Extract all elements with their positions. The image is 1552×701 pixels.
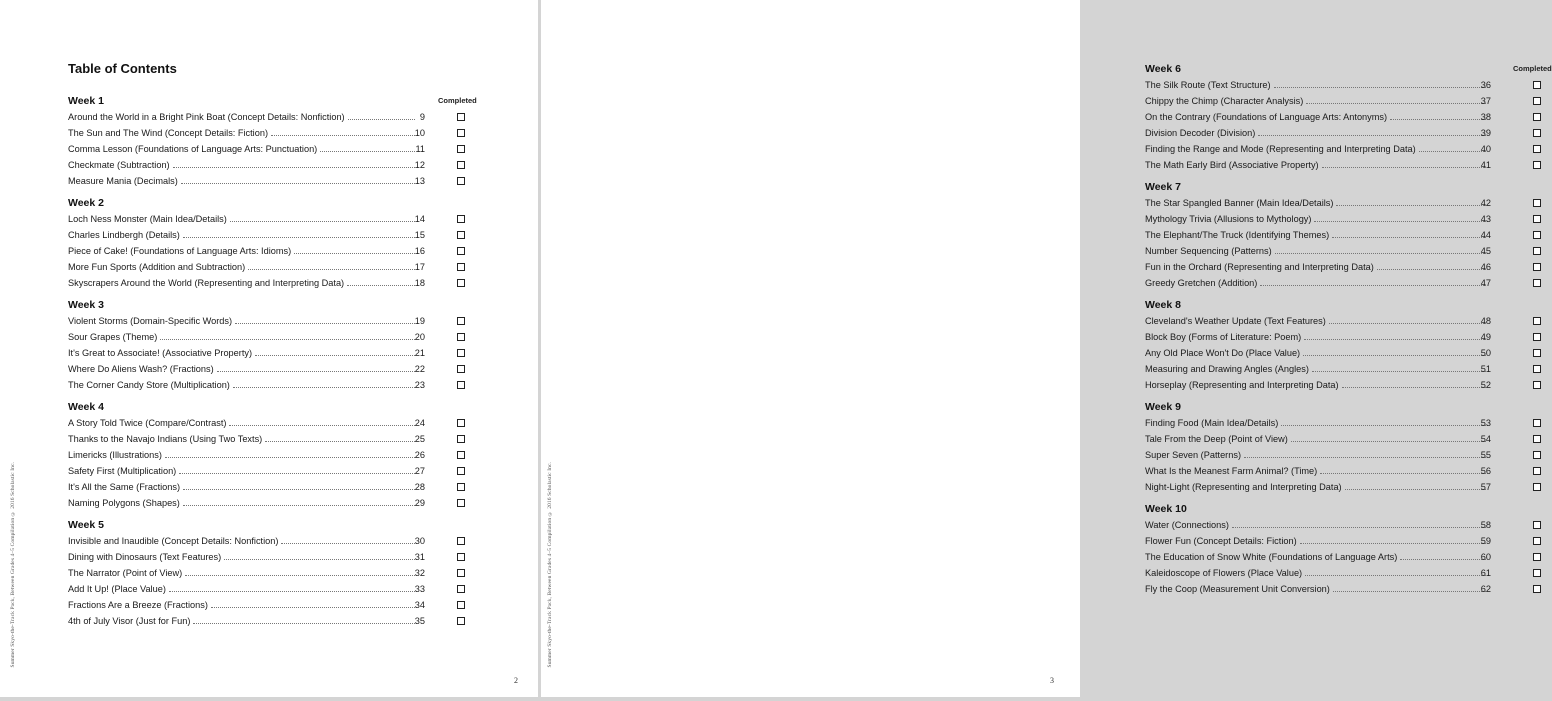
completed-checkbox[interactable]: [457, 467, 465, 475]
toc-entry: [68, 533, 468, 549]
toc-entry: [1145, 431, 1545, 447]
entry-title: Flower Fun (Concept Details: Fiction): [1145, 536, 1297, 546]
toc-entry: [1145, 243, 1545, 259]
toc-entry: [68, 227, 468, 243]
dotted-leader: [1345, 489, 1486, 490]
entry-page-number: 13: [414, 176, 425, 186]
page-title: Table of Contents: [68, 61, 177, 76]
dotted-leader: [265, 441, 415, 442]
entry-title: Measuring and Drawing Angles (Angles): [1145, 364, 1309, 374]
dotted-leader: [193, 623, 415, 624]
entry-title: Number Sequencing (Patterns): [1145, 246, 1272, 256]
page-number: 2: [514, 676, 518, 685]
dotted-leader: [217, 371, 415, 372]
dotted-leader: [294, 253, 415, 254]
completed-checkbox[interactable]: [457, 279, 465, 287]
entry-page-number: 33: [414, 584, 425, 594]
entry-title: Violent Storms (Domain-Specific Words): [68, 316, 233, 326]
entry-title: The Math Early Bird (Associative Property): [1145, 160, 1319, 170]
toc-entry: [68, 495, 468, 511]
dotted-leader: [1244, 457, 1486, 458]
completed-checkbox[interactable]: [457, 483, 465, 491]
completed-checkbox[interactable]: [457, 215, 465, 223]
dotted-leader: [160, 339, 415, 340]
entry-page-number: 29: [414, 498, 425, 508]
entry-page-number: 47: [1480, 278, 1491, 288]
toc-entry: [68, 313, 468, 329]
toc-entry: [68, 613, 468, 629]
entry-page-number: 21: [414, 348, 425, 358]
copyright-side-note: Summer Skyo-the-Track Pack, Between Grades 4–5 Compilation © 2016 Scholastic Inc.: [547, 461, 553, 667]
entry-page-number: 12: [414, 160, 425, 170]
dotted-leader: [229, 425, 415, 426]
dotted-leader: [1260, 285, 1486, 286]
dotted-leader: [1377, 269, 1486, 270]
completed-checkbox[interactable]: [457, 569, 465, 577]
entry-title: Fly the Coop (Measurement Unit Conversion): [1145, 584, 1330, 594]
entry-title: The Elephant/The Truck (Identifying Themes): [1145, 230, 1330, 240]
toc-entry: [68, 581, 468, 597]
dotted-leader: [1281, 425, 1486, 426]
dotted-leader: [1336, 205, 1486, 206]
entry-title: Finding the Range and Mode (Representing and Interpreting Data): [1145, 144, 1416, 154]
completed-checkbox[interactable]: [1533, 215, 1541, 223]
toc-entry: [1145, 141, 1545, 157]
toc-entry: [1145, 77, 1545, 93]
toc-entry: [1145, 517, 1545, 533]
toc-entry: [68, 345, 468, 361]
completed-checkbox[interactable]: [1533, 419, 1541, 427]
completed-checkbox[interactable]: [1533, 161, 1541, 169]
week-heading: Week 1: [68, 95, 104, 107]
entry-title: Invisible and Inaudible (Concept Details: Nonfiction): [68, 536, 279, 546]
dotted-leader: [1312, 371, 1486, 372]
toc-entry: [1145, 109, 1545, 125]
entry-title: 4th of July Visor (Just for Fun): [68, 616, 191, 626]
dotted-leader: [169, 591, 415, 592]
completed-checkbox[interactable]: [457, 129, 465, 137]
entry-title: Sour Grapes (Theme): [68, 332, 158, 342]
completed-checkbox[interactable]: [457, 381, 465, 389]
toc-entry: [68, 565, 468, 581]
dotted-leader: [1274, 87, 1486, 88]
completed-checkbox[interactable]: [1533, 231, 1541, 239]
entry-title: Horseplay (Representing and Interpreting Data): [1145, 380, 1339, 390]
week-section: [68, 400, 468, 511]
entry-title: Measure Mania (Decimals): [68, 176, 178, 186]
week-section: [1145, 400, 1545, 495]
completed-column-label: Completed: [1513, 64, 1552, 73]
entry-page-number: 11: [415, 144, 425, 154]
toc-entry: [1145, 275, 1545, 291]
dotted-leader: [1300, 543, 1486, 544]
week-section: [68, 94, 468, 189]
entry-page-number: 35: [414, 616, 425, 626]
entry-page-number: 19: [414, 316, 425, 326]
entry-title: Fun in the Orchard (Representing and Interpreting Data): [1145, 262, 1374, 272]
completed-checkbox[interactable]: [457, 333, 465, 341]
completed-checkbox[interactable]: [457, 231, 465, 239]
entry-page-number: 50: [1480, 348, 1491, 358]
week-section: [68, 518, 468, 629]
completed-checkbox[interactable]: [1533, 349, 1541, 357]
dotted-leader: [230, 221, 415, 222]
entry-title: Kaleidoscope of Flowers (Place Value): [1145, 568, 1303, 578]
toc-entry: [1145, 211, 1545, 227]
completed-column-label: Completed: [438, 96, 477, 105]
completed-checkbox[interactable]: [457, 349, 465, 357]
toc-entry: [68, 329, 468, 345]
entry-title: Thanks to the Navajo Indians (Using Two Texts): [68, 434, 263, 444]
entry-page-number: 28: [414, 482, 425, 492]
toc-entry: [68, 109, 468, 125]
entry-page-number: 32: [414, 568, 425, 578]
entry-title: The Star Spangled Banner (Main Idea/Details): [1145, 198, 1334, 208]
entry-page-number: 26: [414, 450, 425, 460]
toc-entry: [68, 479, 468, 495]
entry-page-number: 36: [1480, 80, 1491, 90]
entry-page-number: 46: [1480, 262, 1491, 272]
dotted-leader: [211, 607, 415, 608]
completed-checkbox[interactable]: [1533, 521, 1541, 529]
dotted-leader: [165, 457, 415, 458]
completed-checkbox[interactable]: [1533, 81, 1541, 89]
dotted-leader: [1275, 253, 1486, 254]
entry-title: Mythology Trivia (Allusions to Mythology): [1145, 214, 1312, 224]
entry-page-number: 56: [1480, 466, 1491, 476]
completed-checkbox[interactable]: [457, 247, 465, 255]
entry-page-number: 38: [1480, 112, 1491, 122]
entry-page-number: 37: [1480, 96, 1491, 106]
toc-entry: [1145, 581, 1545, 597]
entry-page-number: 22: [414, 364, 425, 374]
completed-checkbox[interactable]: [1533, 333, 1541, 341]
entry-title: Division Decoder (Division): [1145, 128, 1256, 138]
entry-page-number: 62: [1480, 584, 1491, 594]
entry-page-number: 10: [414, 128, 425, 138]
toc-entry: [1145, 313, 1545, 329]
dotted-leader: [179, 473, 415, 474]
completed-checkbox[interactable]: [1533, 365, 1541, 373]
dotted-leader: [1291, 441, 1486, 442]
completed-checkbox[interactable]: [1533, 199, 1541, 207]
right-week-list: [1145, 62, 1545, 604]
toc-entry: [68, 157, 468, 173]
completed-checkbox[interactable]: [1533, 97, 1541, 105]
entry-title: Checkmate (Subtraction): [68, 160, 170, 170]
entry-title: Greedy Gretchen (Addition): [1145, 278, 1258, 288]
dotted-leader: [248, 269, 415, 270]
entry-title: The Corner Candy Store (Multiplication): [68, 380, 230, 390]
dotted-leader: [255, 355, 415, 356]
toc-entry: [1145, 549, 1545, 565]
entry-title: Dining with Dinosaurs (Text Features): [68, 552, 222, 562]
dotted-leader: [271, 135, 415, 136]
completed-checkbox[interactable]: [457, 365, 465, 373]
completed-checkbox[interactable]: [1533, 451, 1541, 459]
entry-page-number: 23: [414, 380, 425, 390]
copyright-side-note: Summer Skyo-the-Track Pack, Between Grades 4–5 Compilation © 2016 Scholastic Inc.: [10, 461, 16, 667]
completed-checkbox[interactable]: [1533, 483, 1541, 491]
completed-checkbox[interactable]: [1533, 263, 1541, 271]
page-number: 3: [1050, 676, 1054, 685]
entry-page-number: 40: [1480, 144, 1491, 154]
week-section: [1145, 502, 1545, 597]
toc-entry: [1145, 93, 1545, 109]
right-page: [541, 0, 1552, 697]
left-week-list: [68, 94, 468, 636]
entry-title: What Is the Meanest Farm Animal? (Time): [1145, 466, 1318, 476]
dotted-leader: [1322, 167, 1486, 168]
toc-entry: [1145, 533, 1545, 549]
entry-title: It's All the Same (Fractions): [68, 482, 181, 492]
left-page: [0, 0, 538, 697]
toc-entry: [68, 415, 468, 431]
week-section: [68, 298, 468, 393]
entry-title: Safety First (Multiplication): [68, 466, 177, 476]
week-heading: Week 4: [68, 401, 104, 413]
entry-title: Tale From the Deep (Point of View): [1145, 434, 1288, 444]
toc-entry: [1145, 447, 1545, 463]
toc-entry: [1145, 415, 1545, 431]
completed-checkbox[interactable]: [457, 161, 465, 169]
entry-title: On the Contrary (Foundations of Language Arts: Antonyms): [1145, 112, 1388, 122]
entry-page-number: 18: [414, 278, 425, 288]
dotted-leader: [1305, 575, 1486, 576]
entry-title: Water (Connections): [1145, 520, 1229, 530]
completed-checkbox[interactable]: [1533, 381, 1541, 389]
entry-title: A Story Told Twice (Compare/Contrast): [68, 418, 227, 428]
toc-entry: [68, 549, 468, 565]
entry-page-number: 48: [1480, 316, 1491, 326]
dotted-leader: [1342, 387, 1486, 388]
dotted-leader: [320, 151, 415, 152]
entry-title: Comma Lesson (Foundations of Language Arts: Punctuation): [68, 144, 318, 154]
entry-page-number: 15: [414, 230, 425, 240]
entry-title: Limericks (Illustrations): [68, 450, 162, 460]
dotted-leader: [1304, 339, 1486, 340]
entry-title: Where Do Aliens Wash? (Fractions): [68, 364, 214, 374]
week-heading: Week 5: [68, 519, 104, 531]
completed-checkbox[interactable]: [1533, 569, 1541, 577]
completed-checkbox[interactable]: [457, 177, 465, 185]
entry-page-number: 17: [414, 262, 425, 272]
entry-page-number: 55: [1480, 450, 1491, 460]
completed-checkbox[interactable]: [457, 451, 465, 459]
toc-entry: [68, 447, 468, 463]
week-heading: Week 9: [1145, 401, 1181, 413]
entry-page-number: 57: [1480, 482, 1491, 492]
completed-checkbox[interactable]: [1533, 113, 1541, 121]
completed-checkbox[interactable]: [1533, 145, 1541, 153]
completed-checkbox[interactable]: [457, 435, 465, 443]
toc-entry: [1145, 195, 1545, 211]
dotted-leader: [181, 183, 415, 184]
entry-page-number: 54: [1480, 434, 1491, 444]
entry-title: The Sun and The Wind (Concept Details: Fiction): [68, 128, 269, 138]
toc-entry: [68, 431, 468, 447]
entry-title: The Education of Snow White (Foundations of Language Arts): [1145, 552, 1398, 562]
entry-title: Block Boy (Forms of Literature: Poem): [1145, 332, 1302, 342]
entry-page-number: 20: [414, 332, 425, 342]
entry-page-number: 39: [1480, 128, 1491, 138]
week-section: [1145, 180, 1545, 291]
completed-checkbox[interactable]: [457, 317, 465, 325]
dotted-leader: [1306, 103, 1486, 104]
entry-title: It's Great to Associate! (Associative Property): [68, 348, 253, 358]
dotted-leader: [224, 559, 415, 560]
entry-title: Super Seven (Patterns): [1145, 450, 1242, 460]
entry-page-number: 24: [414, 418, 425, 428]
toc-entry: [68, 275, 468, 291]
entry-page-number: 44: [1480, 230, 1491, 240]
dotted-leader: [1329, 323, 1486, 324]
toc-entry: [68, 597, 468, 613]
entry-title: Piece of Cake! (Foundations of Language Arts: Idioms): [68, 246, 292, 256]
entry-page-number: 51: [1480, 364, 1491, 374]
entry-page-number: 41: [1480, 160, 1491, 170]
week-heading: Week 2: [68, 197, 104, 209]
dotted-leader: [1232, 527, 1486, 528]
entry-title: The Silk Route (Text Structure): [1145, 80, 1271, 90]
dotted-leader: [185, 575, 415, 576]
entry-page-number: 61: [1480, 568, 1491, 578]
completed-checkbox[interactable]: [1533, 317, 1541, 325]
entry-title: Loch Ness Monster (Main Idea/Details): [68, 214, 227, 224]
dotted-leader: [1314, 221, 1486, 222]
entry-title: Any Old Place Won't Do (Place Value): [1145, 348, 1301, 358]
dotted-leader: [183, 505, 415, 506]
entry-page-number: 49: [1480, 332, 1491, 342]
toc-entry: [68, 377, 468, 393]
toc-entry: [68, 173, 468, 189]
entry-title: Night-Light (Representing and Interpreting Data): [1145, 482, 1342, 492]
completed-checkbox[interactable]: [1533, 553, 1541, 561]
toc-entry: [1145, 377, 1545, 393]
week-heading: Week 6: [1145, 63, 1181, 75]
toc-entry: [1145, 157, 1545, 173]
toc-entry: [68, 463, 468, 479]
completed-checkbox[interactable]: [457, 617, 465, 625]
toc-entry: [1145, 125, 1545, 141]
completed-checkbox[interactable]: [1533, 435, 1541, 443]
entry-page-number: 9: [419, 112, 425, 122]
completed-checkbox[interactable]: [457, 601, 465, 609]
entry-title: More Fun Sports (Addition and Subtraction): [68, 262, 246, 272]
toc-entry: [68, 259, 468, 275]
week-heading: Week 10: [1145, 503, 1187, 515]
week-heading: Week 7: [1145, 181, 1181, 193]
toc-entry: [68, 211, 468, 227]
entry-title: Chippy the Chimp (Character Analysis): [1145, 96, 1304, 106]
entry-title: Finding Food (Main Idea/Details): [1145, 418, 1279, 428]
completed-checkbox[interactable]: [457, 537, 465, 545]
week-section: [1145, 298, 1545, 393]
completed-checkbox[interactable]: [1533, 129, 1541, 137]
toc-entry: [68, 125, 468, 141]
toc-entry: [68, 243, 468, 259]
completed-checkbox[interactable]: [1533, 247, 1541, 255]
entry-title: The Narrator (Point of View): [68, 568, 183, 578]
dotted-leader: [1332, 237, 1486, 238]
toc-entry: [1145, 259, 1545, 275]
dotted-leader: [281, 543, 415, 544]
completed-checkbox[interactable]: [457, 145, 465, 153]
completed-checkbox[interactable]: [1533, 537, 1541, 545]
entry-page-number: 59: [1480, 536, 1491, 546]
dotted-leader: [173, 167, 415, 168]
toc-entry: [1145, 361, 1545, 377]
entry-page-number: 45: [1480, 246, 1491, 256]
dotted-leader: [1258, 135, 1486, 136]
entry-page-number: 42: [1480, 198, 1491, 208]
toc-entry: [68, 361, 468, 377]
toc-entry: [1145, 565, 1545, 581]
dotted-leader: [1333, 591, 1486, 592]
entry-page-number: 27: [414, 466, 425, 476]
entry-page-number: 16: [414, 246, 425, 256]
toc-entry: [1145, 463, 1545, 479]
week-section: [1145, 62, 1545, 173]
dotted-leader: [235, 323, 415, 324]
completed-checkbox[interactable]: [1533, 279, 1541, 287]
entry-page-number: 14: [414, 214, 425, 224]
entry-page-number: 60: [1480, 552, 1491, 562]
entry-title: Add It Up! (Place Value): [68, 584, 166, 594]
toc-entry: [68, 141, 468, 157]
completed-checkbox[interactable]: [457, 113, 465, 121]
dotted-leader: [1303, 355, 1486, 356]
dotted-leader: [233, 387, 415, 388]
dotted-leader: [1320, 473, 1486, 474]
week-heading: Week 8: [1145, 299, 1181, 311]
entry-title: Fractions Are a Breeze (Fractions): [68, 600, 208, 610]
dotted-leader: [183, 489, 415, 490]
entry-page-number: 25: [414, 434, 425, 444]
entry-page-number: 53: [1480, 418, 1491, 428]
completed-checkbox[interactable]: [1533, 467, 1541, 475]
completed-checkbox[interactable]: [457, 553, 465, 561]
toc-entry: [1145, 479, 1545, 495]
entry-page-number: 58: [1480, 520, 1491, 530]
toc-entry: [1145, 227, 1545, 243]
entry-title: Naming Polygons (Shapes): [68, 498, 180, 508]
toc-entry: [1145, 345, 1545, 361]
entry-page-number: 43: [1480, 214, 1491, 224]
entry-title: Skyscrapers Around the World (Representing and Interpreting Data): [68, 278, 345, 288]
entry-title: Cleveland's Weather Update (Text Features): [1145, 316, 1326, 326]
entry-page-number: 34: [414, 600, 425, 610]
entry-page-number: 31: [414, 552, 425, 562]
completed-checkbox[interactable]: [1533, 585, 1541, 593]
week-section: [68, 196, 468, 291]
entry-title: Around the World in a Bright Pink Boat (Concept Details: Nonfiction): [68, 112, 345, 122]
dotted-leader: [183, 237, 415, 238]
completed-checkbox[interactable]: [457, 499, 465, 507]
completed-checkbox[interactable]: [457, 263, 465, 271]
entry-page-number: 52: [1480, 380, 1491, 390]
completed-checkbox[interactable]: [457, 419, 465, 427]
toc-entry: [1145, 329, 1545, 345]
entry-page-number: 30: [414, 536, 425, 546]
completed-checkbox[interactable]: [457, 585, 465, 593]
entry-title: Charles Lindbergh (Details): [68, 230, 180, 240]
week-heading: Week 3: [68, 299, 104, 311]
